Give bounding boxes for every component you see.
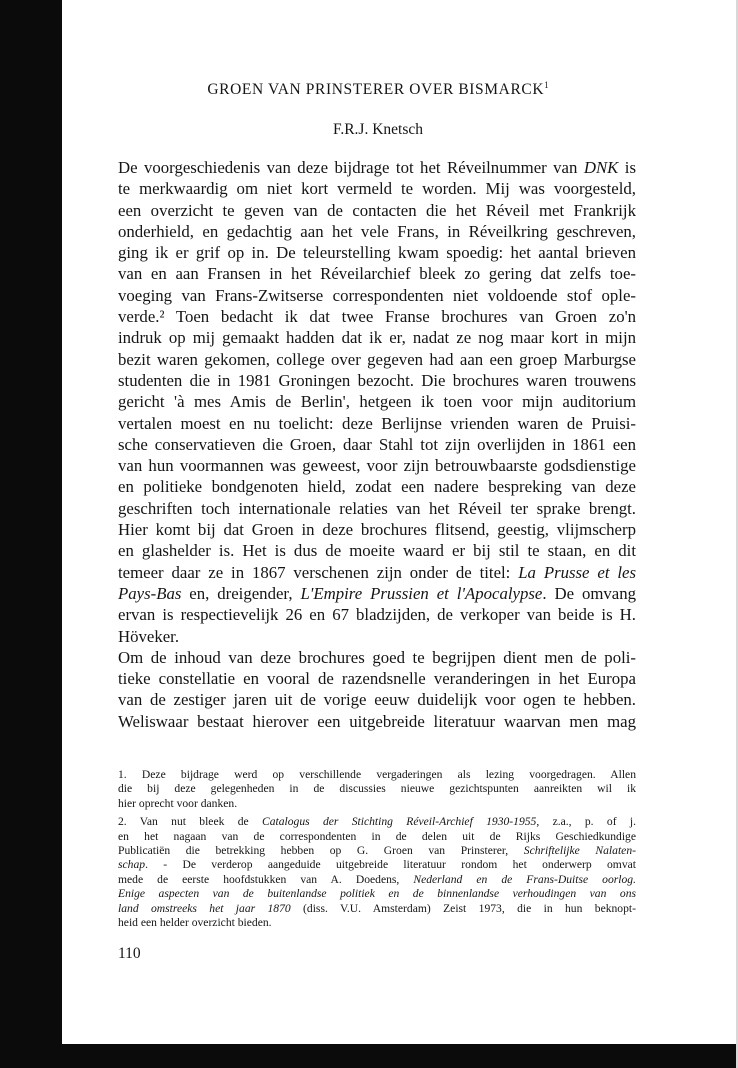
title-footnote-ref: 1: [544, 80, 549, 90]
footnote-line: en het nagaan van de correspondenten in de delen uit de Rijks Geschiedkundige: [118, 829, 636, 843]
body-line: Höveker.: [118, 626, 180, 646]
footnote-line: 2. Van nut bleek de Catalogus der Stichting Réveil-Archief 1930-1955, z.a., p. of j.: [118, 815, 636, 829]
footnote-2: [118, 815, 636, 930]
footnote-1: [118, 768, 636, 811]
footnotes: [118, 768, 636, 930]
body-line: studenten die in 1981 Groningen bezocht. Die brochures waren trouwens: [118, 370, 636, 390]
body-line: van en aan Fransen in het Réveilarchief bleek zo gering dat zelfs toe-: [118, 264, 636, 284]
body-line: ging ik er grif op in. De teleurstelling kwam spoedig: het aantal brieven: [118, 243, 636, 263]
body-line: en glashelder is. Het is dus de moeite waard er bij stil te staan, en dit: [118, 541, 636, 561]
footnote-line: Publicatiën die betrekking hebben op G. Groen van Prinsterer, Schriftelijke Nalaten-: [118, 843, 636, 857]
body-line: verde.² Toen bedacht ik dat twee Franse brochures van Groen zo'n: [118, 307, 636, 327]
body-line: te merkwaardig om niet kort vermeld te worden. Mij was voorgesteld,: [118, 179, 636, 199]
body-line: De voorgeschiedenis van deze bijdrage tot het Réveilnummer van DNK is: [118, 158, 636, 177]
footnote-line: heid een helder overzicht bieden.: [118, 915, 272, 929]
body-line: indruk op mij gemaakt hadden dat ik er, nadat ze nog maar kort in mijn: [118, 328, 636, 348]
body-line: van hun voormannen was geweest, voor zijn betrouwbaarste godsdienstige: [118, 456, 636, 476]
body-line: onderhield, en gedachtig aan het vele Frans, in Réveilkring geschreven,: [118, 221, 636, 241]
footnote-line: schap. - De verderop aangeduide uitgebreide literatuur rondom het onderwerp omvat: [118, 858, 636, 872]
body-line: Hier komt bij dat Groen in deze brochures flitsend, geestig, vlijmscherp: [118, 520, 636, 540]
footnote-line: 1. Deze bijdrage werd op verschillende vergaderingen als lezing voorgedragen. Allen: [118, 768, 636, 781]
footnote-line: land omstreeks het jaar 1870 (diss. V.U. Amsterdam) Zeist 1973, die in hun beknopt-: [118, 901, 636, 915]
body-line: ervan is respectievelijk 26 en 67 bladzijden, de verkoper van beide is H.: [118, 605, 636, 625]
body-line: en politieke bondgenoten hield, zodat een nadere bespreking van deze: [118, 477, 636, 497]
body-line: een overzicht te geven van de contacten die het Réveil met Frankrijk: [118, 200, 636, 220]
body-line: geschriften toch internationale relaties van het Réveil ter sprake brengt.: [118, 498, 636, 518]
body-line: van de zestiger jaren uit de vorige eeuw duidelijk voor ogen te hebben.: [118, 690, 636, 710]
body-line: bezit waren gekomen, college over gegeven had aan een groep Marburgse: [118, 349, 636, 369]
scan-border-left: [0, 0, 62, 1068]
body-line: temeer daar ze in 1867 verschenen zijn onder de titel: La Prusse et les: [118, 562, 636, 582]
footnote-line: Enige aspecten van de buitenlandse politiek en de binnenlandse verhoudingen van ons: [118, 887, 636, 901]
footnote-line: hier oprecht voor danken.: [118, 796, 238, 810]
article-title: GROEN VAN PRINSTERER OVER BISMARCK$^1$: [207, 80, 549, 99]
scan-border-bottom: [0, 1044, 738, 1068]
body-text: [118, 157, 636, 732]
body-line: sche conservatieven die Groen, daar Stahl tot zijn overlijden in 1861 een: [118, 434, 636, 454]
footnote-line: mede de eerste hoofdstukken van A. Doedens, Nederland en de Frans-Duitse oorlog.: [118, 872, 636, 886]
body-line: tieke constellatie en vooral de razendsnelle veranderingen in het Europa: [118, 669, 636, 689]
footnote-line: die bij deze gelegenheden in de discussies nieuwe gezichtspunten aanreikten wil ik: [118, 782, 636, 796]
body-line: gericht 'à mes Amis de Berlin', hetgeen ik toen voor mijn auditorium: [118, 392, 636, 412]
body-line: vertalen moest en nu toelicht: deze Berlijnse vrienden waren de Pruisi-: [118, 413, 636, 433]
body-line: Om de inhoud van deze brochures goed te begrijpen dient men de poli-: [118, 647, 636, 667]
body-line: voeging van Frans-Zwitserse correspondenten niet voldoende stof ople-: [118, 285, 636, 305]
author-name: F.R.J. Knetsch: [332, 121, 424, 138]
body-line: Weliswaar bestaat hierover een uitgebreide literatuur waarvan men mag: [118, 711, 636, 731]
page-number: 110: [118, 945, 141, 962]
body-line: Pays-Bas en, dreigender, L'Empire Prussien et l'Apocalypse. De omvang: [118, 583, 636, 603]
